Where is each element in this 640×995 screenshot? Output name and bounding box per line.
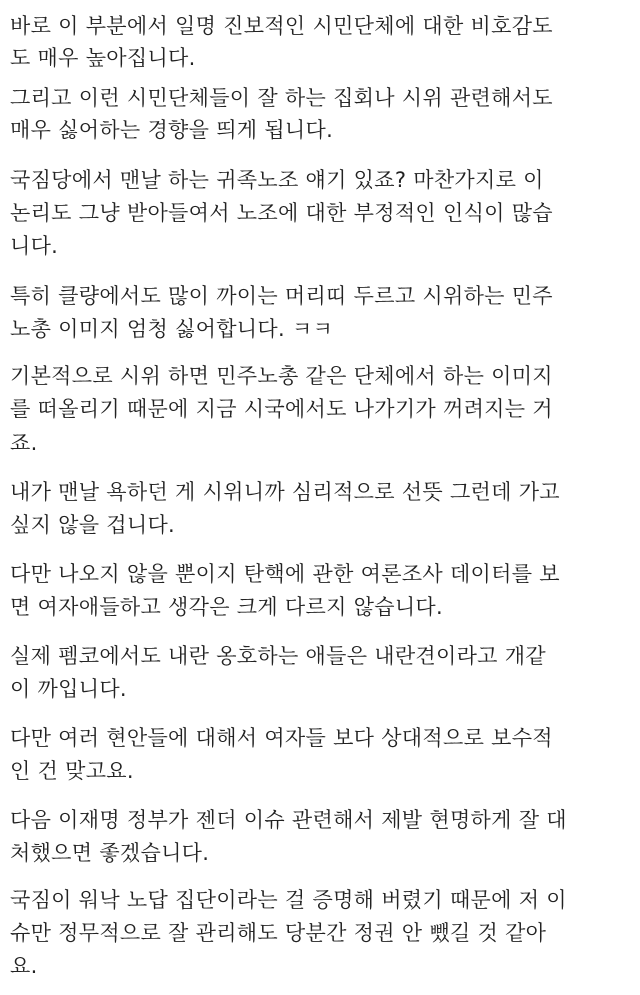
- paragraph-line: 인 건 맞고요.: [10, 759, 134, 783]
- paragraph-line: 슈만 정무적으로 잘 관리해도 당분간 정권 안 뺐길 것 같아: [10, 921, 547, 945]
- paragraph-line: 매우 싫어하는 경향을 띄게 됩니다.: [10, 118, 334, 142]
- paragraph-line: 노총 이미지 엄청 싫어합니다. ㅋㅋ: [10, 317, 334, 341]
- paragraph-line: 싶지 않을 겁니다.: [10, 513, 176, 537]
- paragraph-line: 바로 이 부분에서 일명 진보적인 시민단체에 대한 비호감도: [10, 14, 553, 38]
- paragraph-line: 특히 클량에서도 많이 까이는 머리띠 두르고 시위하는 민주: [10, 284, 553, 308]
- paragraph-line: 다음 이재명 정부가 젠더 이슈 관련해서 제발 현명하게 잘 대: [10, 808, 567, 832]
- paragraph-line: 도 매우 높아집니다.: [10, 46, 196, 70]
- paragraph-line: 국짐당에서 맨날 하는 귀족노조 얘기 있죠? 마찬가지로 이: [10, 168, 544, 192]
- paragraph-line: 논리도 그냥 받아들여서 노조에 대한 부정적인 인식이 많습: [10, 201, 553, 225]
- paragraph-line: 처했으면 좋겠습니다.: [10, 841, 210, 865]
- paragraph-line: 국짐이 워낙 노답 집단이라는 걸 증명해 버렸기 때문에 저 이: [10, 888, 567, 912]
- paragraph-line: 를 떠올리기 때문에 지금 시국에서도 나가기가 꺼려지는 거: [10, 397, 553, 421]
- paragraph-line: 요.: [10, 954, 38, 978]
- paragraph-line: 다만 나오지 않을 뿐이지 탄핵에 관한 여론조사 데이터를 보: [10, 562, 560, 586]
- paragraph-line: 내가 맨날 욕하던 게 시위니까 심리적으로 선뜻 그런데 가고: [10, 480, 560, 504]
- paragraph-line: 다만 여러 현안들에 대해서 여자들 보다 상대적으로 보수적: [10, 726, 553, 750]
- paragraph-line: 기본적으로 시위 하면 민주노총 같은 단체에서 하는 이미지: [10, 364, 553, 388]
- paragraph-line: 면 여자애들하고 생각은 크게 다르지 않습니다.: [10, 595, 443, 619]
- paragraph-line: 그리고 이런 시민단체들이 잘 하는 집회나 시위 관련해서도: [10, 86, 553, 110]
- paragraph-line: 니다.: [10, 234, 59, 258]
- paragraph-line: 이 까입니다.: [10, 677, 127, 701]
- paragraph-line: 죠.: [10, 431, 38, 455]
- paragraph-line: 실제 펨코에서도 내란 옹호하는 애들은 내란견이라고 개같: [10, 644, 546, 668]
